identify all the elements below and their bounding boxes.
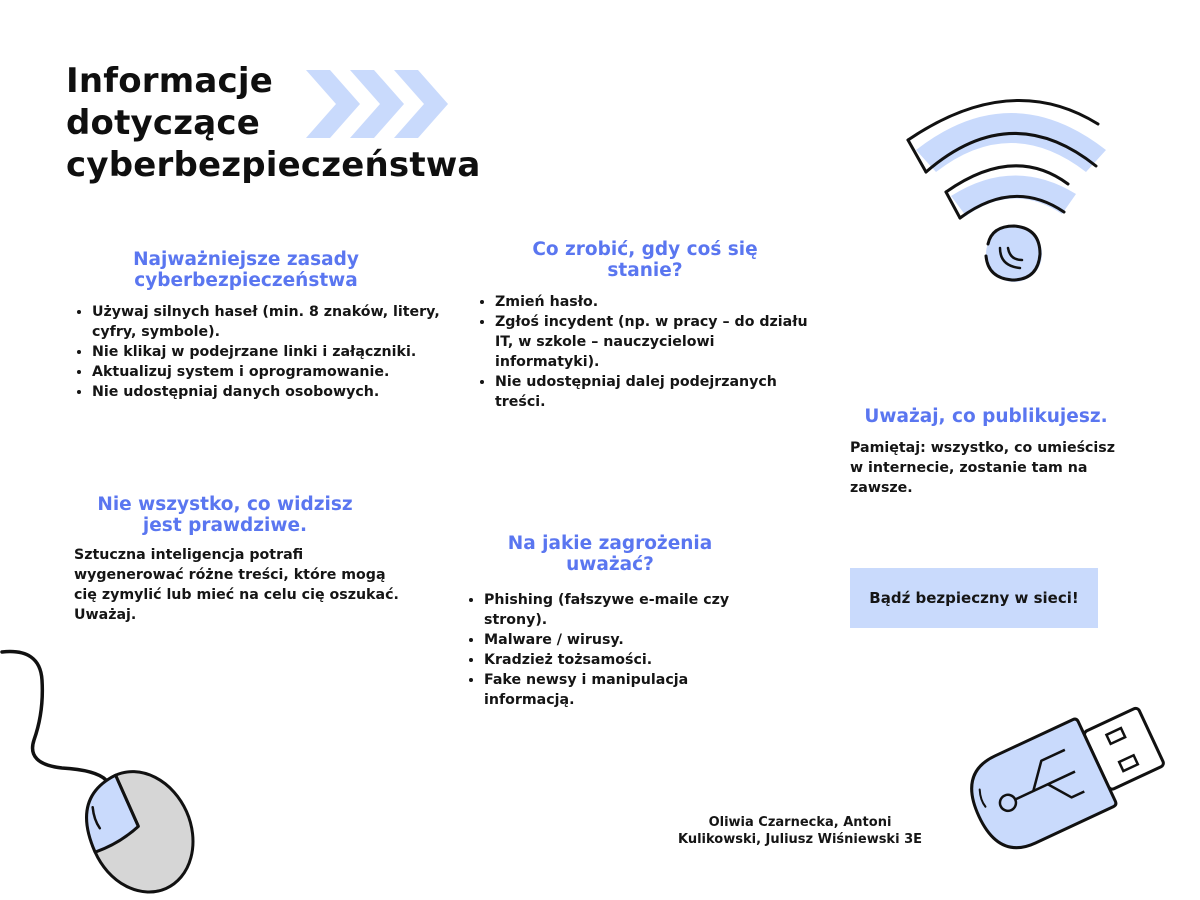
list-item: • Kradzież tożsamości.	[484, 650, 774, 670]
list-item: • Nie udostępniaj danych osobowych.	[92, 382, 464, 402]
incident-list	[477, 292, 813, 412]
title-line-1: Informacje	[66, 61, 274, 101]
ai-heading-line-1: Nie wszystko, co widzisz	[97, 494, 353, 515]
authors-line-1: Oliwia Czarnecka, Antoni	[708, 815, 892, 830]
title-line-2: dotyczące	[66, 103, 261, 143]
rules-heading-line-1: Najważniejsze zasady	[133, 249, 359, 270]
ai-heading	[70, 494, 380, 536]
cta-banner	[850, 568, 1098, 628]
ai-body: Sztuczna inteligencja potrafi wygenerować różne treści, które mogą cię zymylić lub mieć na celu cię oszukać. Uważaj.	[74, 547, 399, 623]
computer-mouse-icon	[0, 640, 210, 900]
cta-label: Bądź bezpieczny w sieci!	[869, 589, 1079, 607]
chevrons-right-icon	[300, 66, 450, 142]
ai-heading-line-2: jest prawdziwe.	[142, 515, 308, 536]
list-item: • Nie klikaj w podejrzane linki i załączniki.	[92, 342, 464, 362]
authors-line-2: Kulikowski, Juliusz Wiśniewski 3E	[677, 832, 922, 847]
list-item: • Phishing (fałszywe e-maile czy strony).	[484, 590, 774, 630]
threats-heading-line-2: uważać?	[566, 554, 654, 575]
authors-credit	[660, 814, 940, 848]
rules-list	[74, 302, 464, 402]
publish-body: Pamiętaj: wszystko, co umieścisz w internecie, zostanie tam na zawsze.	[850, 440, 1115, 496]
threats-heading	[470, 533, 750, 575]
rules-heading-line-2: cyberbezpieczeństwa	[134, 270, 358, 291]
page-title	[66, 60, 526, 186]
incident-heading-line-2: stanie?	[607, 260, 683, 281]
list-item: • Używaj silnych haseł (min. 8 znaków, litery, cyfry, symbole).	[92, 302, 464, 342]
title-line-3: cyberbezpieczeństwa	[66, 145, 481, 185]
list-item: • Zgłoś incydent (np. w pracy – do działu IT, w szkole – nauczycielowi informatyki).	[495, 312, 813, 372]
incident-heading-line-1: Co zrobić, gdy coś się	[532, 239, 758, 260]
wifi-icon	[896, 88, 1126, 288]
usb-drive-icon	[950, 680, 1190, 860]
incident-heading	[500, 239, 790, 281]
list-item: • Zmień hasło.	[495, 292, 813, 312]
publish-heading: Uważaj, co publikujesz.	[864, 406, 1108, 427]
rules-heading	[96, 249, 396, 291]
threats-heading-line-1: Na jakie zagrożenia	[507, 533, 713, 554]
list-item: • Nie udostępniaj dalej podejrzanych treści.	[495, 372, 813, 412]
list-item: • Aktualizuj system i oprogramowanie.	[92, 362, 464, 382]
threats-list	[466, 590, 774, 710]
list-item: • Fake newsy i manipulacja informacją.	[484, 670, 774, 710]
list-item: • Malware / wirusy.	[484, 630, 774, 650]
